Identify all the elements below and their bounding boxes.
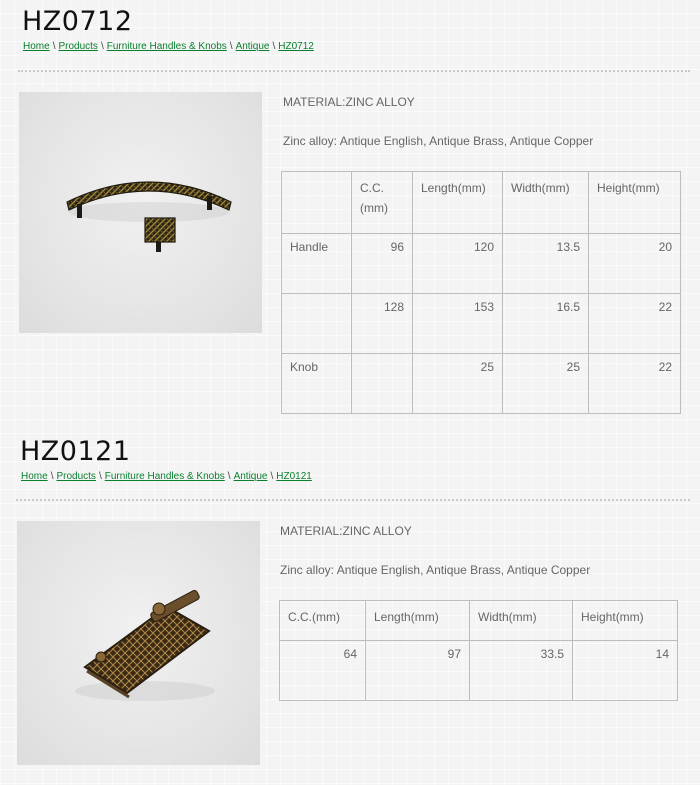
breadcrumb-home-link[interactable]: Home (23, 41, 50, 52)
table-header: Height(mm) (573, 601, 678, 641)
table-cell: 14 (573, 641, 678, 701)
breadcrumb-category-link[interactable]: Furniture Handles & Knobs (106, 41, 227, 52)
table-row (282, 294, 681, 354)
table-row (282, 234, 681, 294)
section-divider (16, 499, 690, 501)
table-cell: 96 (352, 234, 413, 294)
breadcrumb-current-link[interactable]: HZ0712 (278, 41, 314, 52)
table-cell: Handle (282, 234, 352, 294)
table-cell: 20 (589, 234, 681, 294)
breadcrumb: Home \ Products \ Furniture Handles & Knobs \ Antique \ HZ0121 (21, 471, 312, 482)
table-row (282, 354, 681, 414)
table-cell (352, 354, 413, 414)
table-header: C.C.(mm) (352, 172, 413, 234)
table-cell: 120 (413, 234, 503, 294)
table-cell: 153 (413, 294, 503, 354)
table-row (280, 641, 678, 701)
table-cell: Knob (282, 354, 352, 414)
handle-knob-image (19, 92, 262, 333)
material-label: MATERIAL:ZINC ALLOY (280, 524, 412, 538)
product-photo (17, 521, 260, 765)
breadcrumb-home-link[interactable]: Home (21, 471, 48, 482)
material-label: MATERIAL:ZINC ALLOY (283, 95, 415, 109)
product-photo (19, 92, 262, 333)
table-header: Width(mm) (503, 172, 589, 234)
breadcrumb: Home \ Products \ Furniture Handles & Knobs \ Antique \ HZ0712 (23, 41, 314, 52)
finish-options: Zinc alloy: Antique English, Antique Brass, Antique Copper (280, 563, 591, 577)
table-cell: 16.5 (503, 294, 589, 354)
table-cell: 25 (413, 354, 503, 414)
product-title: HZ0121 (20, 436, 131, 467)
section-divider (18, 70, 690, 72)
spec-table (281, 171, 681, 414)
table-cell: 25 (503, 354, 589, 414)
table-cell: 13.5 (503, 234, 589, 294)
table-header: Length(mm) (413, 172, 503, 234)
breadcrumb-products-link[interactable]: Products (56, 471, 96, 482)
breadcrumb-products-link[interactable]: Products (58, 41, 98, 52)
table-header: Length(mm) (366, 601, 470, 641)
breadcrumb-category-link[interactable]: Furniture Handles & Knobs (104, 471, 225, 482)
finish-options: Zinc alloy: Antique English, Antique Brass, Antique Copper (283, 134, 594, 148)
table-cell: 22 (589, 354, 681, 414)
table-header-row (280, 601, 678, 641)
table-header (282, 172, 352, 234)
breadcrumb-current-link[interactable]: HZ0121 (276, 471, 312, 482)
table-cell: 128 (352, 294, 413, 354)
product-title: HZ0712 (22, 6, 133, 37)
breadcrumb-antique-link[interactable]: Antique (235, 41, 270, 52)
spec-table (279, 600, 678, 701)
pull-handle-image (17, 521, 260, 765)
table-header: C.C.(mm) (280, 601, 366, 641)
product-hz0121 (0, 430, 700, 785)
table-header: Width(mm) (470, 601, 573, 641)
table-header-row (282, 172, 681, 234)
table-header: Height(mm) (589, 172, 681, 234)
table-cell: 97 (366, 641, 470, 701)
table-cell: 22 (589, 294, 681, 354)
table-cell: 33.5 (470, 641, 573, 701)
table-cell: 64 (280, 641, 366, 701)
table-cell (282, 294, 352, 354)
breadcrumb-antique-link[interactable]: Antique (233, 471, 268, 482)
